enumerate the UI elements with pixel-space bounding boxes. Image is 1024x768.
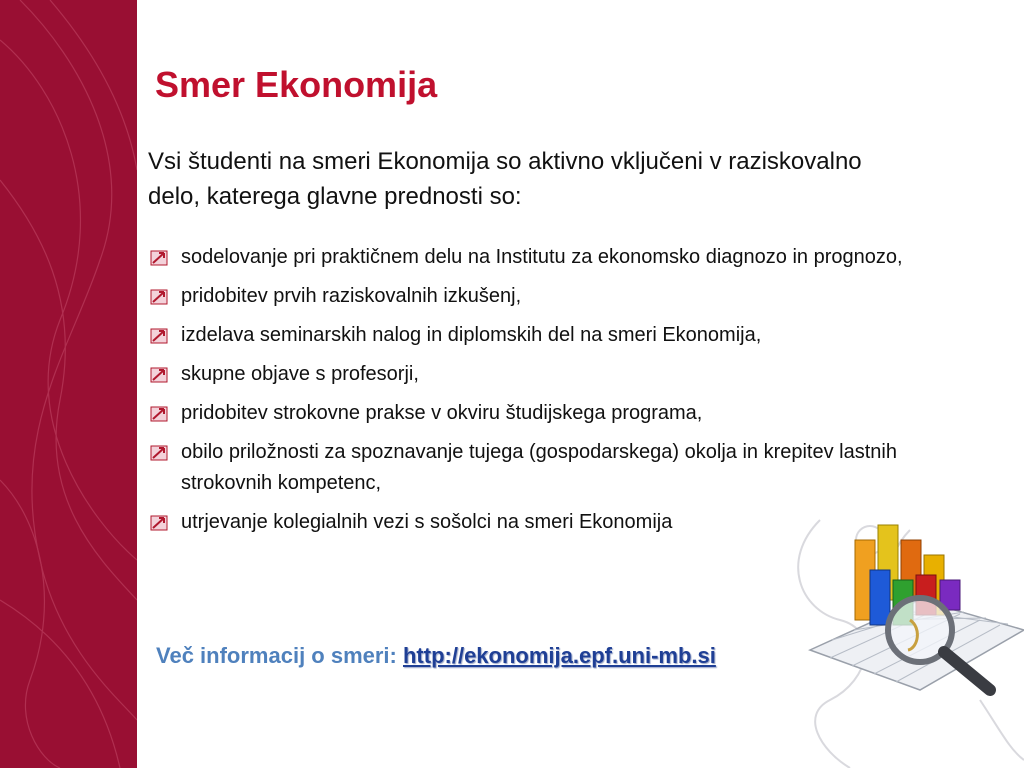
decor-curves bbox=[0, 0, 137, 768]
list-item-text: sodelovanje pri praktičnem delu na Institutu za ekonomsko diagnozo in prognozo, bbox=[181, 246, 903, 268]
side-decor-band bbox=[0, 0, 137, 768]
list-item bbox=[150, 281, 950, 312]
list-item bbox=[150, 320, 950, 351]
list-item bbox=[150, 437, 950, 499]
arrow-bullet-icon bbox=[150, 367, 168, 383]
program-website-link[interactable]: http://ekonomija.epf.uni-mb.si bbox=[402, 643, 716, 668]
bar-chart-magnifier-icon bbox=[760, 500, 1024, 768]
list-item bbox=[150, 359, 950, 390]
page-title: Smer Ekonomija bbox=[155, 64, 438, 105]
arrow-bullet-icon bbox=[150, 406, 168, 422]
list-item bbox=[150, 242, 950, 273]
intro-paragraph: Vsi študenti na smeri Ekonomija so aktivno vključeni v raziskovalno delo, katerega glavne prednosti so: bbox=[148, 148, 862, 210]
list-item-text: izdelava seminarskih nalog in diplomskih del na smeri Ekonomija, bbox=[181, 324, 762, 346]
arrow-bullet-icon bbox=[150, 515, 168, 531]
list-item-text: obilo priložnosti za spoznavanje tujega (gospodarskega) okolja in krepitev lastnih strokovnih kompetenc, bbox=[181, 441, 897, 494]
more-info-line bbox=[156, 643, 716, 669]
list-item-text: utrjevanje kolegialnih vezi s sošolci na smeri Ekonomija bbox=[181, 511, 673, 533]
list-item-text: skupne objave s profesorji, bbox=[181, 363, 419, 385]
arrow-bullet-icon bbox=[150, 445, 168, 461]
list-item-text: pridobitev prvih raziskovalnih izkušenj, bbox=[181, 285, 522, 307]
arrow-bullet-icon bbox=[150, 250, 168, 266]
arrow-bullet-icon bbox=[150, 289, 168, 305]
more-info-label: Več informacij o smeri: bbox=[156, 643, 403, 668]
list-item-text: pridobitev strokovne prakse v okviru študijskega programa, bbox=[181, 402, 703, 424]
list-item bbox=[150, 398, 950, 429]
arrow-bullet-icon bbox=[150, 328, 168, 344]
